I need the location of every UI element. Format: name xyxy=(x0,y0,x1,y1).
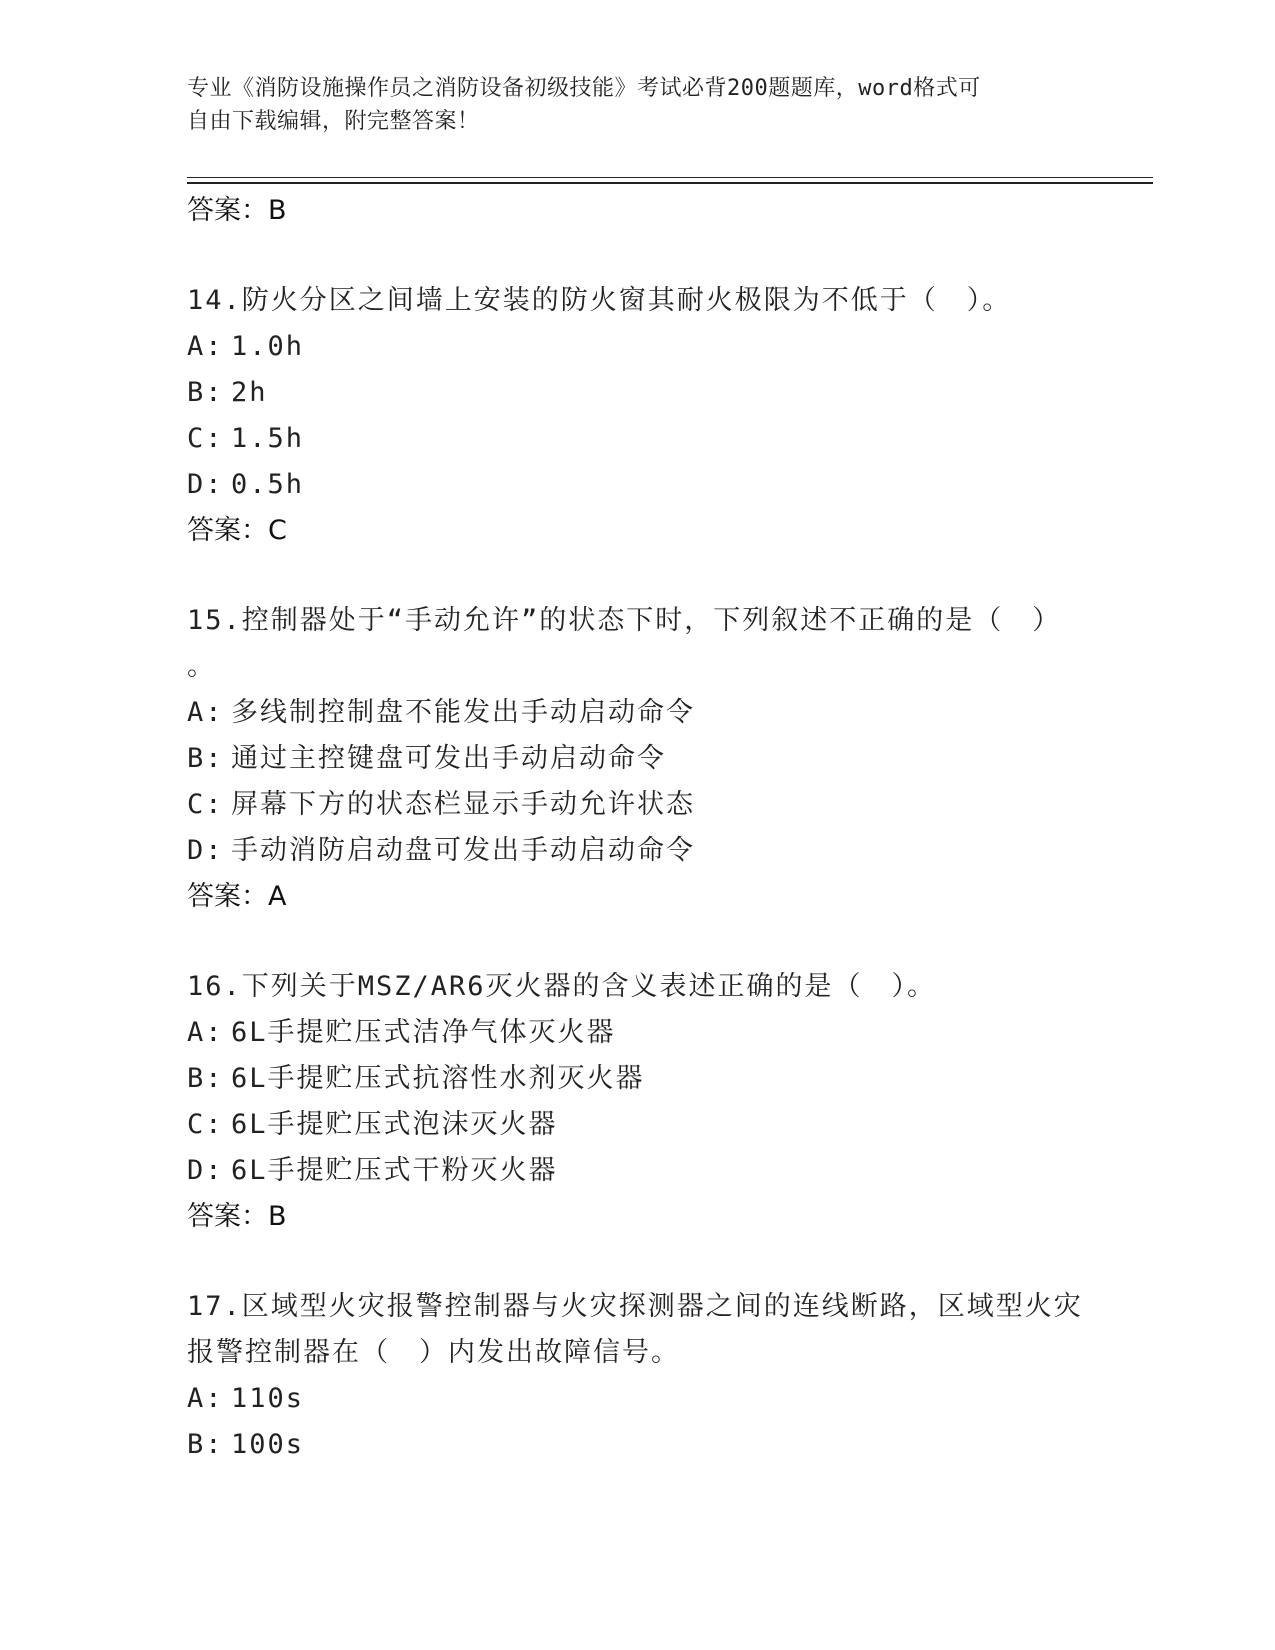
answer-line xyxy=(187,874,1087,920)
option-key: A: xyxy=(187,331,224,362)
answer-option xyxy=(187,1148,1087,1194)
question-line: 14.防火分区之间墙上安装的防火窗其耐火极限为不低于（ ）。 xyxy=(187,285,1012,316)
answer-option xyxy=(187,324,1087,370)
option-key: C: xyxy=(187,423,224,454)
answer-option xyxy=(187,736,1087,782)
header-line-2: 自由下载编辑，附完整答案！ xyxy=(187,109,480,134)
block-spacer xyxy=(187,234,1087,278)
option-key: D: xyxy=(187,469,224,500)
option-key: B: xyxy=(187,743,224,774)
option-text: 多线制控制盘不能发出手动启动命令 xyxy=(231,697,695,728)
option-text: 屏幕下方的状态栏显示手动允许状态 xyxy=(231,789,695,820)
option-text: 1.0h xyxy=(231,331,305,362)
answer-option xyxy=(187,1010,1087,1056)
option-key: B: xyxy=(187,1429,224,1460)
answer-value: B xyxy=(268,195,287,226)
option-text: 6L手提贮压式抗溶性水剂灭火器 xyxy=(231,1063,645,1094)
answer-label: 答案： xyxy=(187,1201,268,1232)
answer-option xyxy=(187,828,1087,874)
option-text: 1.5h xyxy=(231,423,305,454)
question-text xyxy=(187,278,1067,324)
option-key: D: xyxy=(187,835,224,866)
block-spacer xyxy=(187,1240,1087,1284)
answer-option xyxy=(187,462,1087,508)
answer-option xyxy=(187,1056,1087,1102)
option-text: 6L手提贮压式洁净气体灭火器 xyxy=(231,1017,616,1048)
question-text xyxy=(187,964,1067,1010)
answer-option xyxy=(187,370,1087,416)
question-text xyxy=(187,1284,1083,1376)
answer-label: 答案： xyxy=(187,881,268,912)
answer-option xyxy=(187,782,1087,828)
header-line-1: 专业《消防设施操作员之消防设备初级技能》考试必背200题题库，word格式可 xyxy=(187,76,981,101)
option-text: 6L手提贮压式泡沫灭火器 xyxy=(231,1109,558,1140)
answer-option xyxy=(187,416,1087,462)
option-text: 2h xyxy=(231,377,268,408)
question-list xyxy=(187,188,1087,1468)
option-key: D: xyxy=(187,1155,224,1186)
question-line: 16.下列关于MSZ/AR6灭火器的含义表述正确的是（ ）。 xyxy=(187,971,937,1002)
option-key: B: xyxy=(187,377,224,408)
option-key: A: xyxy=(187,697,224,728)
header-divider-thin xyxy=(187,177,1153,178)
answer-value: C xyxy=(268,515,287,546)
option-text: 手动消防启动盘可发出手动启动命令 xyxy=(231,835,695,866)
option-text: 0.5h xyxy=(231,469,305,500)
answer-line xyxy=(187,188,1087,234)
question-text xyxy=(187,598,1067,690)
answer-option xyxy=(187,1422,1087,1468)
option-text: 6L手提贮压式干粉灭火器 xyxy=(231,1155,558,1186)
answer-value: A xyxy=(268,881,287,912)
option-text: 100s xyxy=(231,1429,305,1460)
option-key: A: xyxy=(187,1017,224,1048)
answer-label: 答案： xyxy=(187,195,268,226)
block-spacer xyxy=(187,920,1087,964)
option-text: 通过主控键盘可发出手动启动命令 xyxy=(231,743,666,774)
option-key: A: xyxy=(187,1383,224,1414)
answer-label: 答案： xyxy=(187,515,268,546)
question-line: 。 xyxy=(187,651,216,682)
block-spacer xyxy=(187,554,1087,598)
answer-option xyxy=(187,1376,1087,1422)
answer-option xyxy=(187,690,1087,736)
option-key: C: xyxy=(187,1109,224,1140)
answer-value: B xyxy=(268,1201,287,1232)
option-key: C: xyxy=(187,789,224,820)
question-line: 15.控制器处于“手动允许”的状态下时，下列叙述不正确的是（ ） xyxy=(187,605,1062,636)
question-line: 报警控制器在（ ）内发出故障信号。 xyxy=(187,1337,680,1368)
option-key: B: xyxy=(187,1063,224,1094)
header-divider-thick xyxy=(187,182,1153,184)
document-header xyxy=(187,72,1067,138)
answer-line xyxy=(187,508,1087,554)
question-line: 17.区域型火灾报警控制器与火灾探测器之间的连线断路，区域型火灾 xyxy=(187,1291,1083,1322)
option-text: 110s xyxy=(231,1383,305,1414)
answer-line xyxy=(187,1194,1087,1240)
answer-option xyxy=(187,1102,1087,1148)
